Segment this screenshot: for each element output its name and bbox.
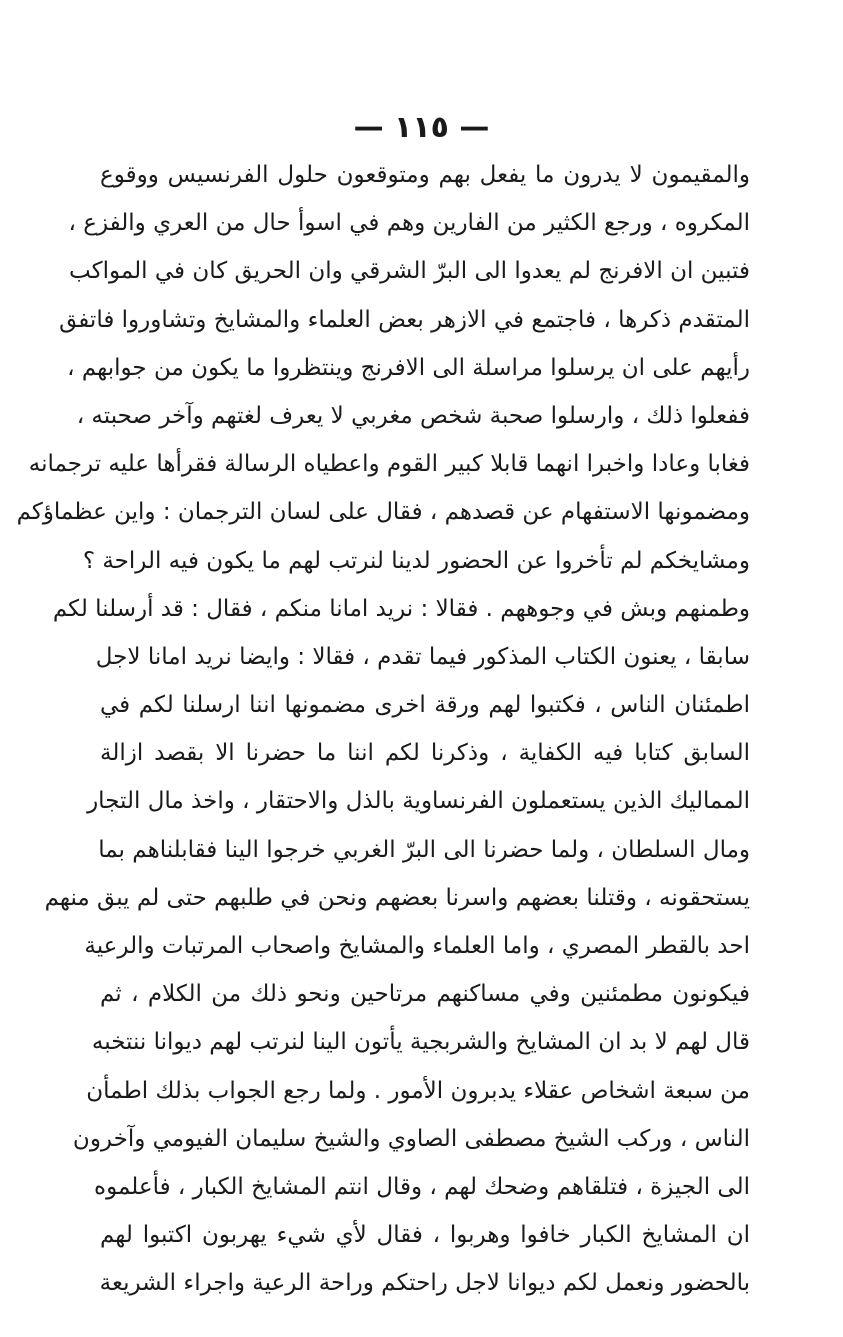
text-line: ففعلوا ذلك ، وارسلوا صحبة شخص مغربي لا يعرف لغتهم وآخر صحبته ، [76, 402, 750, 429]
text-line: وطمنهم وبش في وجوههم . فقالا : نريد امانا منكم ، فقال : قد أرسلنا لكم [52, 595, 750, 622]
text-line: سابقا ، يعنون الكتاب المذكور فيما تقدم ، فقالا : وايضا نريد امانا لاجل [95, 643, 750, 670]
text-line: من سبعة اشخاص عقلاء يدبرون الأمور . ولما رجع الجواب بذلك اطمأن [86, 1077, 750, 1104]
text-line: ومشايخكم لم تأخروا عن الحضور لدينا لنرتب لهم ما يكون فيه الراحة ؟ [82, 547, 750, 574]
text-line: يستحقونه ، وقتلنا بعضهم واسرنا بعضهم ونحن في طلبهم حتى لم يبق منهم [44, 884, 750, 911]
text-line: الناس ، وركب الشيخ مصطفى الصاوي والشيخ سليمان الفيومي وآخرون [72, 1125, 750, 1152]
text-line: المكروه ، ورجع الكثير من الفارين وهم في اسوأ حال من العري والفزع ، [68, 210, 750, 237]
text-line: ومال السلطان ، ولما حضرنا الى البرّ الغربي خرجوا الينا فقابلناهم بما [98, 836, 750, 863]
text-line: السابق كتابا فيه الكفاية ، وذكرنا لكم اننا ما حضرنا الا بقصد ازالة [100, 740, 750, 767]
text-line: والمقيمون لا يدرون ما يفعل بهم ومتوقعون حلول الفرنسيس ووقوع [100, 162, 750, 188]
text-line: رأيهم على ان يرسلوا مراسلة الى الافرنج وينتظروا ما يكون من جوابهم ، [67, 354, 750, 381]
text-line: فغابا وعادا واخبرا انهما قابلا كبير القوم واعطياه الرسالة فقرأها عليه ترجمانه [28, 451, 750, 478]
text-line: الى الجيزة ، فتلقاهم وضحك لهم ، وقال انتم المشايخ الكبار ، فأعلموه [94, 1173, 750, 1200]
text-line: ومضمونها الاستفهام عن قصدهم ، فقال على لسان الترجمان : واين عظماؤكم [16, 499, 750, 526]
text-line: احد بالقطر المصري ، واما العلماء والمشايخ واصحاب المرتبات والرعية [84, 933, 750, 959]
text-line: ان المشايخ الكبار خافوا وهربوا ، فقال لأي شيء يهربون اكتبوا لهم [100, 1222, 750, 1249]
body-text [16, 151, 750, 1308]
text-line: اطمئنان الناس ، فكتبوا لهم ورقة اخرى مضمونها اننا ارسلنا لكم في [100, 692, 750, 719]
text-line: المماليك الذين يستعملون الفرنساوية بالذل والاحتقار ، واخذ مال التجار [87, 788, 750, 815]
text-line: المتقدم ذكرها ، فاجتمع في الازهر بعض العلماء والمشايخ وتشاوروا فاتفق [59, 306, 750, 333]
page-number: — ١١٥ — [353, 110, 490, 145]
text-line: قال لهم لا بد ان المشايخ والشربجية يأتون الينا لنرتب لهم ديوانا ننتخبه [91, 1029, 750, 1056]
text-line: فتبين ان الافرنج لم يعدوا الى البرّ الشرقي وان الحريق كان في المواكب [69, 258, 750, 285]
text-line: بالحضور ونعمل لكم ديوانا لاجل راحتكم وراحة الرعية واجراء الشريعة [99, 1270, 750, 1297]
text-line: فيكونون مطمئنين وفي مساكنهم مرتاحين ونحو ذلك من الكلام ، ثم [100, 981, 750, 1008]
